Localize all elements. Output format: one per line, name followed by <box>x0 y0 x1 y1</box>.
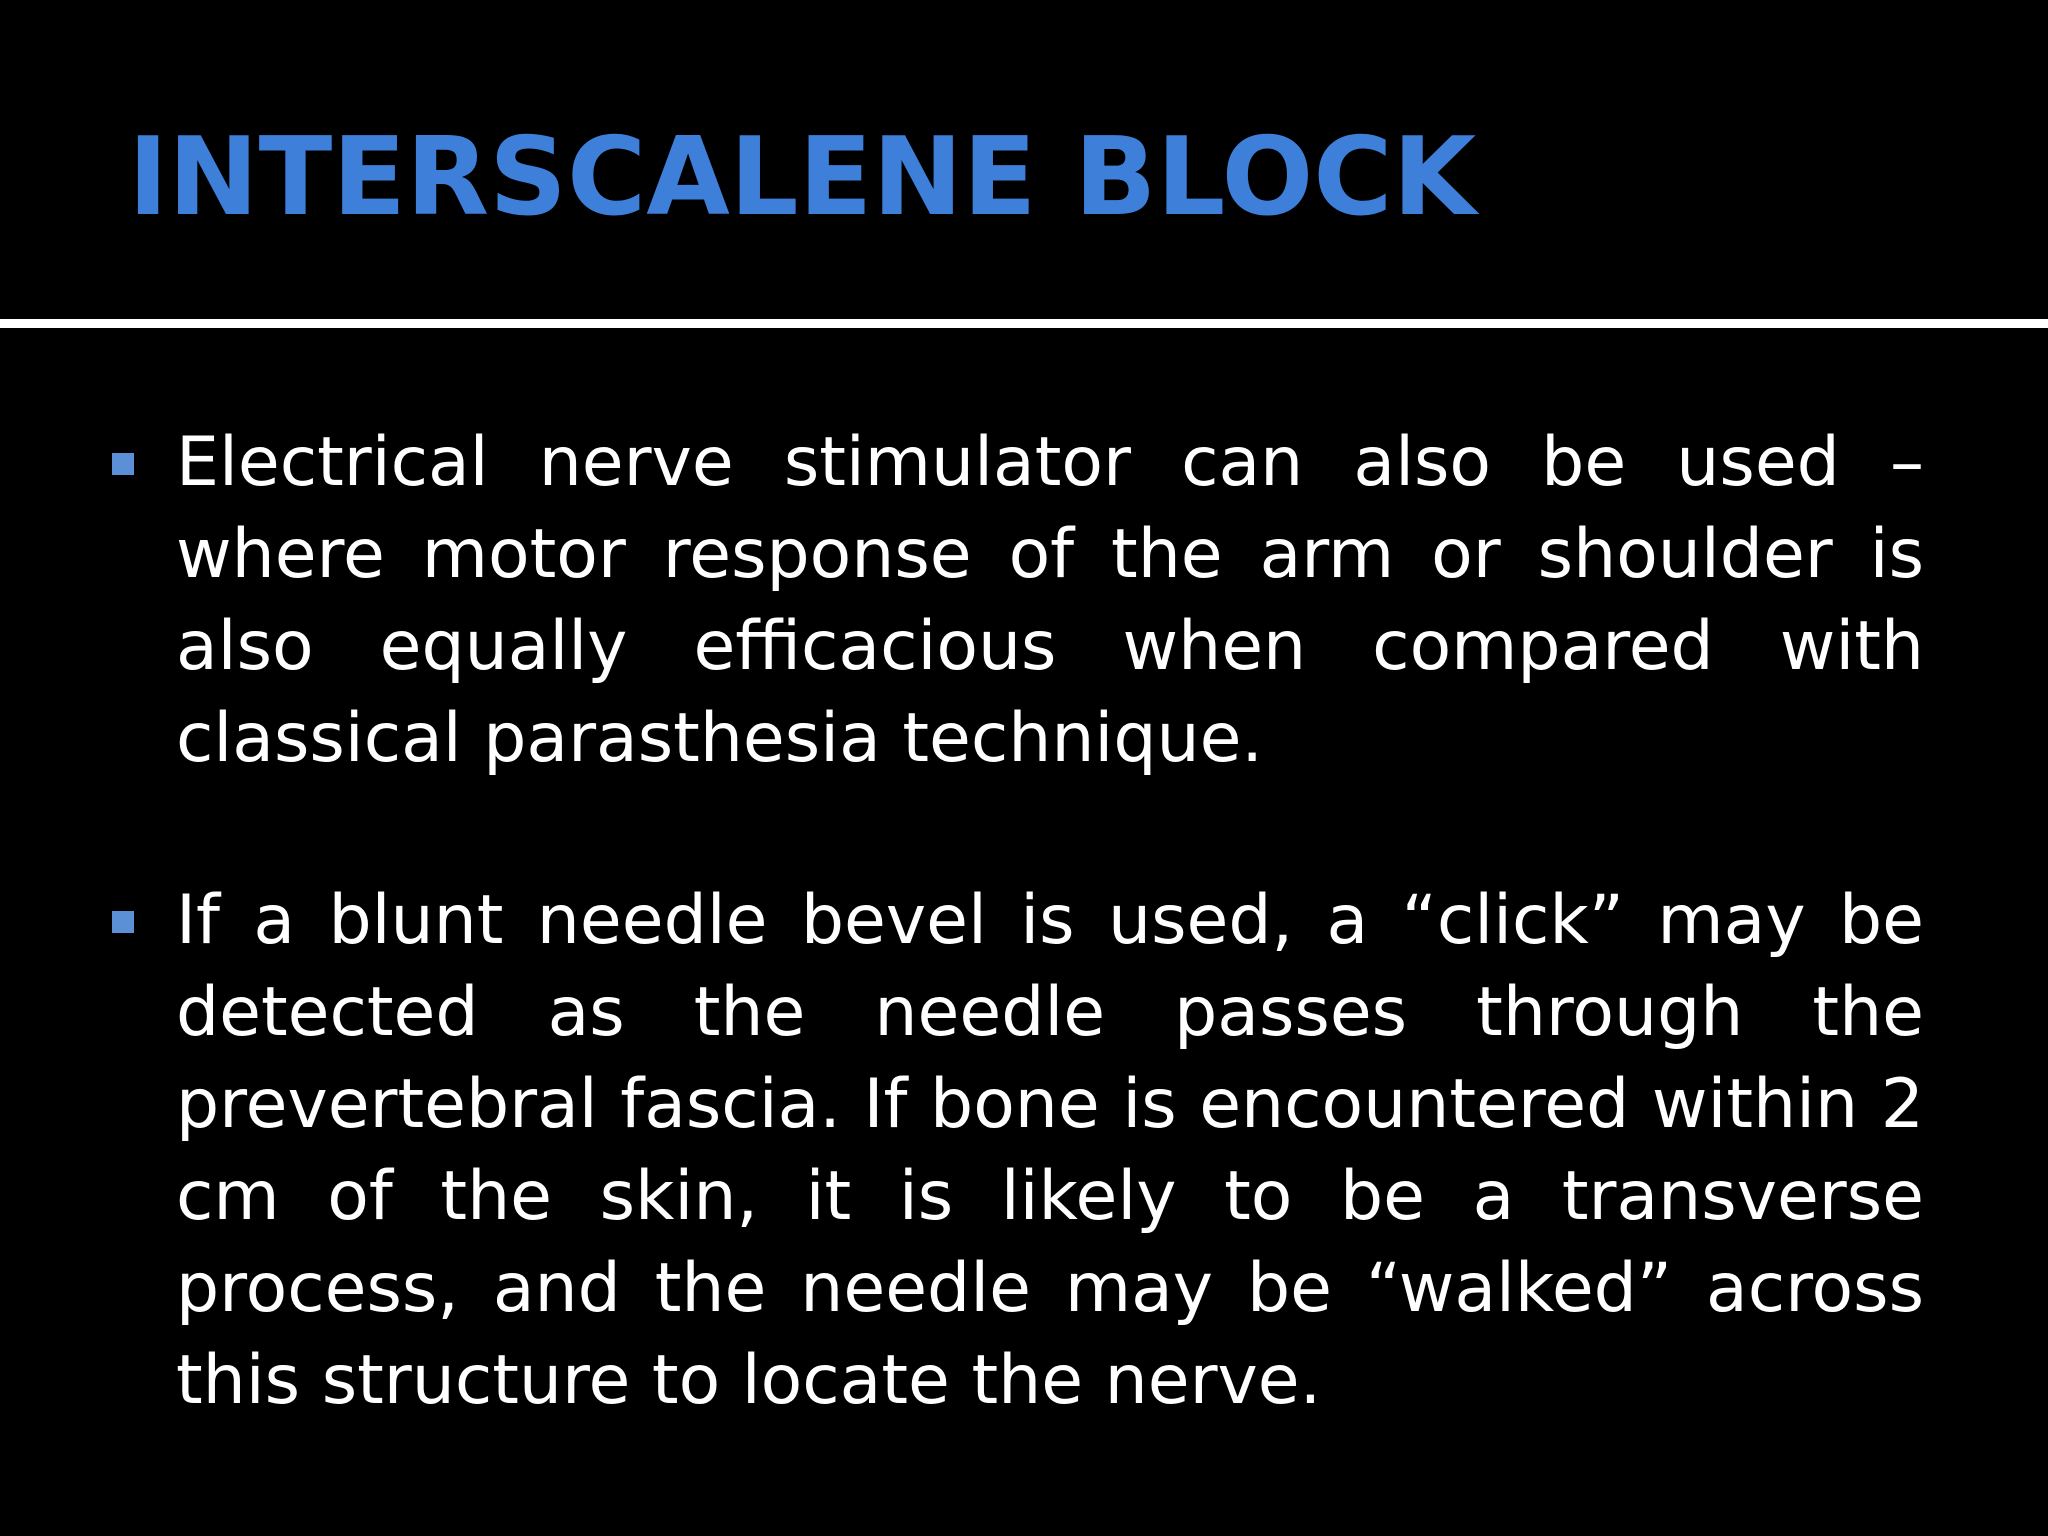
square-bullet-icon <box>112 453 134 475</box>
bullet-text: Electrical nerve stimulator can also be used – where motor response of the arm or shoulder is also equally efficacious when compared with classical parasthesia technique. <box>176 423 1924 778</box>
title-divider <box>0 319 2048 328</box>
square-bullet-icon <box>112 911 134 933</box>
bullet-text: If a blunt needle bevel is used, a “click” may be detected as the needle passes through the prevertebral fascia. If bone is encountered within 2 cm of the skin, it is likely to be a transverse process, and the needle may be “walked” across this structure to locate the nerve. <box>176 881 1924 1420</box>
bullet-item <box>108 875 1924 1427</box>
bullet-list <box>108 417 1924 1517</box>
bullet-item <box>108 417 1924 785</box>
slide-title: INTERSCALENE BLOCK <box>128 115 1477 240</box>
